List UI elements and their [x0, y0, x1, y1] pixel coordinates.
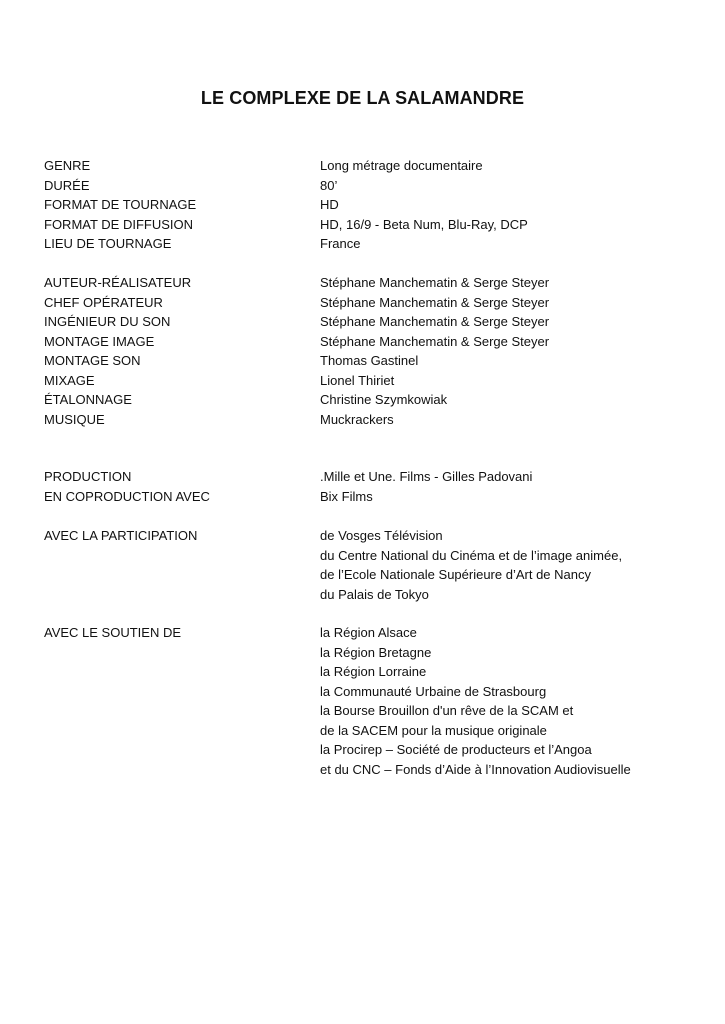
crew-value: Thomas Gastinel	[320, 353, 419, 368]
crew-value: Christine Szymkowiak	[320, 392, 448, 407]
production-label: PRODUCTION	[44, 469, 132, 484]
soutien-row	[44, 623, 694, 643]
crew-label: MONTAGE SON	[44, 353, 141, 368]
soutien-row	[44, 682, 694, 702]
info-row-lieu-tournage	[44, 234, 694, 254]
crew-row-chef-operateur	[44, 293, 694, 313]
crew-row-musique	[44, 410, 694, 430]
participation-value: du Centre National du Cinéma et de l’image animée,	[320, 547, 623, 563]
empty-label	[44, 740, 320, 760]
info-label: FORMAT DE TOURNAGE	[44, 197, 197, 212]
empty-label	[44, 643, 320, 663]
empty-label	[44, 585, 320, 605]
soutien-row	[44, 643, 694, 663]
crew-value: Stéphane Manchematin & Serge Steyer	[320, 275, 550, 290]
soutien-value: la Région Lorraine	[320, 664, 427, 679]
soutien-section	[44, 623, 694, 779]
participation-row	[44, 546, 694, 566]
crew-section	[44, 273, 694, 429]
info-label: LIEU DE TOURNAGE	[44, 236, 172, 251]
crew-row-auteur	[44, 273, 694, 293]
crew-value: Stéphane Manchematin & Serge Steyer	[320, 333, 550, 349]
production-section	[44, 467, 694, 506]
info-value: HD, 16/9 - Beta Num, Blu-Ray, DCP	[320, 216, 528, 232]
empty-label	[44, 546, 320, 566]
soutien-row	[44, 760, 694, 780]
participation-row	[44, 526, 694, 546]
crew-label: CHEF OPÉRATEUR	[44, 294, 163, 310]
participation-value: du Palais de Tokyo	[320, 586, 429, 602]
participation-value: de l’Ecole Nationale Supérieure d’Art de Nancy	[320, 567, 591, 582]
info-row-format-tournage	[44, 195, 694, 215]
participation-row	[44, 565, 694, 585]
crew-label: AUTEUR-RÉALISATEUR	[44, 275, 192, 290]
technical-info-section	[44, 156, 694, 254]
info-row-format-diffusion	[44, 215, 694, 235]
empty-label	[44, 565, 320, 585]
participation-value: de Vosges Télévision	[320, 528, 443, 543]
participation-section	[44, 526, 694, 604]
coproduction-label: EN COPRODUCTION AVEC	[44, 488, 210, 504]
crew-value: Muckrackers	[320, 411, 394, 427]
crew-row-mixage	[44, 371, 694, 391]
empty-label	[44, 721, 320, 741]
info-label: FORMAT DE DIFFUSION	[44, 216, 194, 232]
soutien-label: AVEC LE SOUTIEN DE	[44, 625, 182, 640]
crew-value: Lionel Thiriet	[320, 372, 395, 388]
crew-value: Stéphane Manchematin & Serge Steyer	[320, 314, 550, 329]
crew-label: MUSIQUE	[44, 411, 105, 427]
soutien-row	[44, 721, 694, 741]
crew-row-montage-image	[44, 332, 694, 352]
crew-label: MIXAGE	[44, 372, 95, 388]
crew-label: INGÉNIEUR DU SON	[44, 314, 171, 329]
coproduction-value: Bix Films	[320, 488, 373, 504]
soutien-row	[44, 701, 694, 721]
info-row-duree	[44, 176, 694, 196]
empty-label	[44, 682, 320, 702]
crew-row-etalonnage	[44, 390, 694, 410]
info-label: DURÉE	[44, 177, 90, 193]
empty-label	[44, 701, 320, 721]
soutien-value: la Région Alsace	[320, 625, 417, 640]
info-value: 80’	[320, 177, 338, 193]
document-title: LE COMPLEXE DE LA SALAMANDRE	[200, 88, 525, 108]
production-value: .Mille et Une. Films - Gilles Padovani	[320, 469, 533, 484]
soutien-value: et du CNC – Fonds d’Aide à l’Innovation Audiovisuelle	[320, 761, 631, 777]
soutien-row	[44, 740, 694, 760]
crew-row-ingenieur-son	[44, 312, 694, 332]
crew-value: Stéphane Manchematin & Serge Steyer	[320, 294, 550, 310]
empty-label	[44, 760, 320, 780]
participation-row	[44, 585, 694, 605]
soutien-row	[44, 662, 694, 682]
coproduction-row	[44, 487, 694, 507]
info-row-genre	[44, 156, 694, 176]
soutien-value: la Communauté Urbaine de Strasbourg	[320, 683, 547, 699]
soutien-value: de la SACEM pour la musique originale	[320, 722, 547, 738]
soutien-value: la Région Bretagne	[320, 644, 432, 660]
crew-row-montage-son	[44, 351, 694, 371]
empty-label	[44, 662, 320, 682]
crew-label: MONTAGE IMAGE	[44, 333, 155, 349]
participation-label: AVEC LA PARTICIPATION	[44, 528, 198, 543]
info-value: France	[320, 236, 361, 251]
crew-label: ÉTALONNAGE	[44, 392, 132, 407]
info-value: HD	[320, 197, 339, 212]
soutien-value: la Procirep – Société de producteurs et l’Angoa	[320, 742, 592, 757]
info-label: GENRE	[44, 158, 91, 173]
info-value: Long métrage documentaire	[320, 158, 483, 173]
production-row	[44, 467, 694, 487]
soutien-value: la Bourse Brouillon d'un rêve de la SCAM et	[320, 703, 574, 718]
